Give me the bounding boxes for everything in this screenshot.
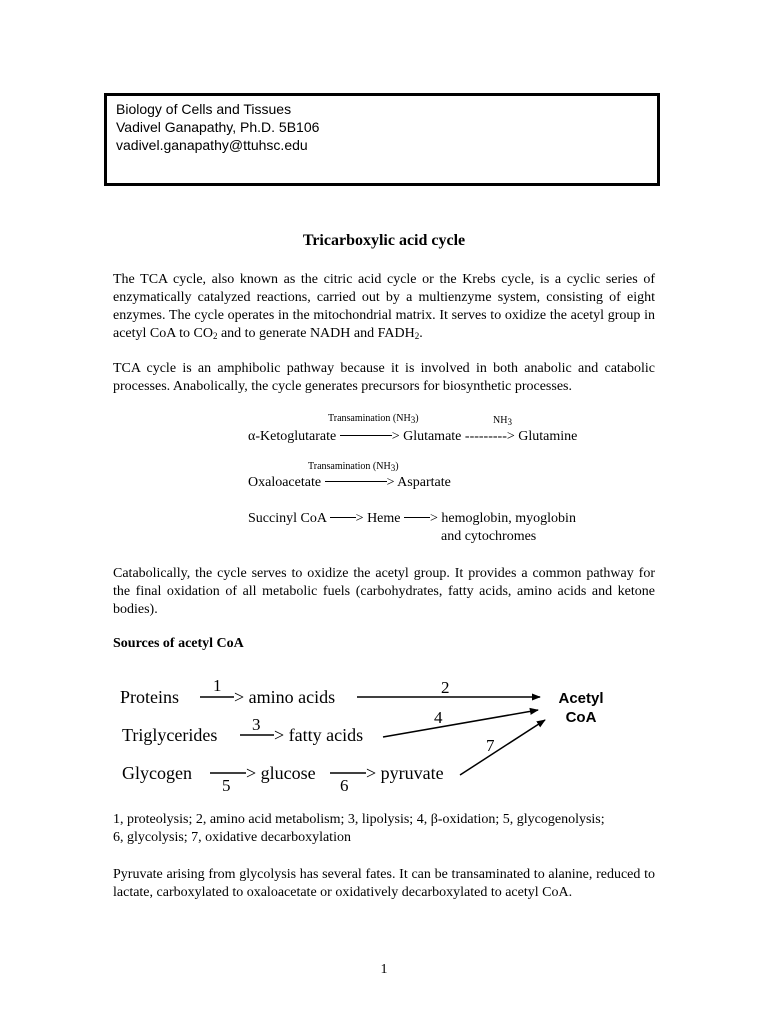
acetyl-label: Acetyl — [558, 690, 604, 707]
coa-label: CoA — [565, 709, 597, 726]
intro-sub-2: 2 — [414, 331, 420, 341]
arrow-3-number: 3 — [252, 715, 261, 734]
legend-beta: β — [430, 812, 438, 827]
reaction3-mid: > Heme — [355, 511, 401, 526]
intro-sub-1: 2 — [212, 331, 218, 341]
author-line: Vadivel Ganapathy, Ph.D. 5B106 — [116, 119, 320, 135]
reaction1-nh3-a: NH — [493, 415, 508, 426]
arrow-7-number: 7 — [486, 736, 495, 755]
reaction1-label-a: Transamination (NH — [328, 413, 411, 424]
reaction2-label-b: ) — [395, 461, 399, 472]
author-email: vadivel.ganapathy@ttuhsc.edu — [116, 137, 308, 153]
reaction1-nh3-sub: 3 — [507, 417, 512, 427]
catabolic-paragraph: Catabolically, the cycle serves to oxidize the acetyl group. It provides a common pathway for the final oxidation of all metabolic fuels (carbohydrates, fatty acids, amino acids and ketone bodies). — [113, 566, 655, 617]
arrow-7 — [460, 720, 545, 775]
arrow-5-number: 5 — [222, 776, 231, 795]
intro-text-1: The TCA cycle, also known as the citric acid cycle or the Krebs cycle, is a cyclic series of enzymatically catalyzed reactions, carried out by a multienzyme system, consisting of eight enzymes. The cycle operates in the mitochondrial matrix. It serves to oxidize the acetyl group in acetyl CoA to CO — [113, 272, 655, 341]
glycogen-label: Glycogen — [122, 763, 192, 783]
reaction1-substrate: α-Ketoglutarate — [248, 429, 337, 444]
reaction2-substrate: Oxaloacetate — [248, 475, 322, 490]
reaction2-label-a: Transamination (NH — [308, 461, 391, 472]
reaction3-substrate: Succinyl CoA — [248, 511, 327, 526]
intro-text-2: and to generate NADH and FADH — [217, 326, 415, 341]
pyruvate-text: pyruvate — [380, 763, 444, 783]
triglycerides-label: Triglycerides — [122, 725, 218, 745]
arrow-6-number: 6 — [340, 776, 349, 795]
glucose-label: > glucose — [246, 763, 316, 783]
reaction1-dashes: --------- — [464, 429, 507, 444]
reaction1-product2: > Glutamine — [506, 429, 578, 444]
amphibolic-paragraph: TCA cycle is an amphibolic pathway because it is involved in both anabolic and catabolic processes. Anabolically, the cycle generates precursors for biosynthetic processes. — [113, 361, 655, 394]
amino-acids-label: > amino acids — [234, 687, 336, 707]
sources-heading: Sources of acetyl CoA — [113, 636, 244, 651]
pyruvate-label: > pyruvate — [366, 763, 444, 783]
course-title: Biology of Cells and Tissues — [116, 101, 292, 117]
amino-acids-text: amino acids — [248, 687, 336, 707]
legend-line-1 — [113, 811, 658, 829]
reaction2-product: > Aspartate — [386, 475, 451, 490]
arrow-2-number: 2 — [441, 678, 450, 697]
arrow-4-number: 4 — [434, 708, 443, 727]
reaction3-product-cont: and cytochromes — [441, 529, 537, 544]
reaction2-label-sub: 3 — [390, 463, 396, 473]
pyruvate-paragraph: Pyruvate arising from glycolysis has several fates. It can be transaminated to alanine, reduced to lactate, carboxylated to oxaloacetate or oxidatively decarboxylated to acetyl CoA. — [113, 867, 655, 900]
fatty-acids-label: > fatty acids — [274, 725, 364, 745]
arrow-1-number: 1 — [213, 676, 222, 695]
legend-part-2: -oxidation; 5, glycogenolysis; — [437, 812, 605, 827]
reaction1-label-b: ) — [415, 413, 419, 424]
proteins-label: Proteins — [120, 687, 180, 707]
glucose-text: glucose — [260, 763, 316, 783]
page-title: Tricarboxylic acid cycle — [302, 232, 466, 249]
diagram-legend — [113, 811, 658, 847]
fatty-acids-text: fatty acids — [288, 725, 364, 745]
intro-text-3: . — [419, 326, 423, 341]
reaction3-product: > hemoglobin, myoglobin — [430, 511, 576, 526]
page-number: 1 — [380, 962, 388, 977]
reaction1-product1: > Glutamate — [391, 429, 462, 444]
legend-line-2: 6, glycolysis; 7, oxidative decarboxylation — [113, 830, 351, 845]
arrow-4 — [383, 710, 538, 737]
reaction1-label-sub: 3 — [410, 415, 416, 425]
legend-part-1: 1, proteolysis; 2, amino acid metabolism; 3, lipolysis; 4, — [113, 812, 431, 827]
